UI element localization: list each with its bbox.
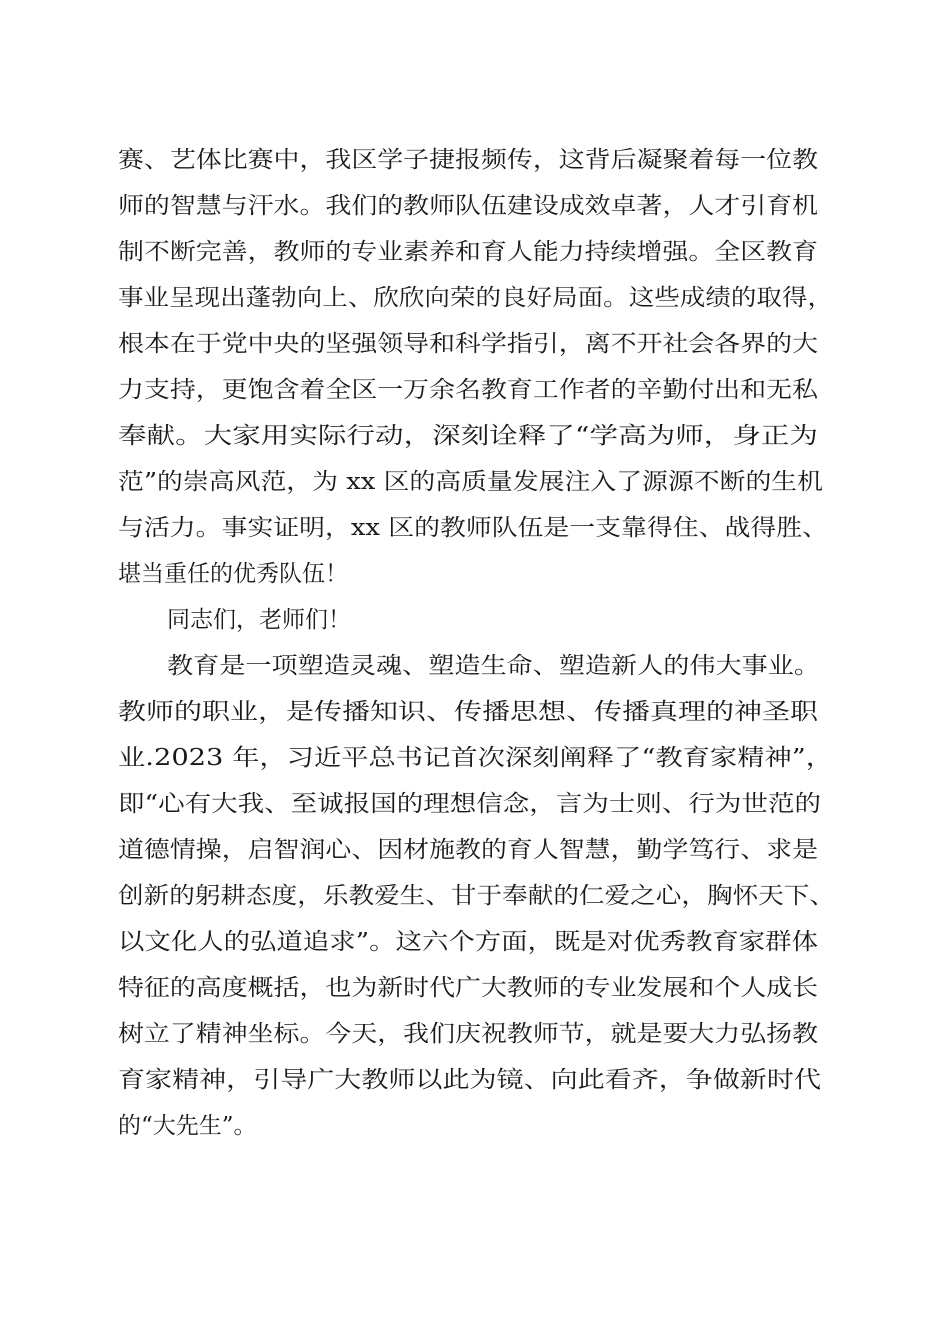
text-line [0,784,950,824]
text-line [0,830,950,870]
text-line [0,278,950,318]
text-line [0,416,950,456]
line-text: 事业呈现出蓬勃向上、欣欣向荣的良好局面。这些成绩的取得， [118,285,833,311]
text-line [0,140,950,180]
line-text: 教师的职业，是传播知识、传播思想、传播真理的神圣职 [118,699,818,725]
line-text: 师的智慧与汗水。我们的教师队伍建设成效卓著，人才引育机 [118,193,818,219]
text-line [0,232,950,272]
line-text: 树立了精神坐标。今天，我们庆祝教师节，就是要大力弘扬教 [118,1021,818,1047]
text-line [0,1014,950,1054]
text-line [0,922,950,962]
line-text: 力支持，更饱含着全区一万余名教育工作者的辛勤付出和无私 [118,377,818,403]
text-line [0,1106,950,1146]
text-line [0,646,950,686]
line-text: 堪当重任的优秀队伍！ [118,561,348,587]
text-line [0,600,950,640]
text-line [0,370,950,410]
line-text: 与活力。事实证明，xx 区的教师队伍是一支靠得住、战得胜、 [118,515,828,541]
line-text: 以文化人的弘道追求”。这六个方面，既是对优秀教育家群体 [118,929,819,955]
line-text: 的“大先生”。 [118,1113,257,1139]
line-text: 教育是一项塑造灵魂、塑造生命、塑造新人的伟大事业。 [167,653,820,679]
line-text: 创新的躬耕态度，乐教爱生、甘于奉献的仁爱之心，胸怀天下、 [118,883,836,909]
text-line [0,738,950,778]
text-line [0,554,950,594]
line-text: 道德情操，启智润心、因材施教的育人智慧，勤学笃行、求是 [118,837,818,863]
line-text: 同志们，老师们！ [167,607,351,633]
line-text: 根本在于党中央的坚强领导和科学指引，离不开社会各界的大 [118,331,818,357]
text-line [0,462,950,502]
text-line [0,186,950,226]
text-line [0,324,950,364]
line-text: 育家精神，引导广大教师以此为镜、向此看齐，争做新时代 [118,1067,821,1093]
text-line [0,968,950,1008]
text-line [0,692,950,732]
line-text: 范”的崇高风范，为 xx 区的高质量发展注入了源源不断的生机 [118,469,823,495]
line-text: 业.2023 年，习近平总书记首次深刻阐释了“教育家精神”， [118,745,834,771]
line-text: 奉献。大家用实际行动，深刻诠释了“学高为师，身正为 [118,423,818,449]
line-text: 赛、艺体比赛中，我区学子捷报频传，这背后凝聚着每一位教 [118,147,818,173]
line-text: 特征的高度概括，也为新时代广大教师的专业发展和个人成长 [118,975,818,1001]
line-text: 即“心有大我、至诚报国的理想信念，言为士则、行为世范的 [118,791,821,817]
line-text: 制不断完善，教师的专业素养和育人能力持续增强。全区教育 [118,239,818,265]
text-line [0,876,950,916]
text-line [0,508,950,548]
text-line [0,1060,950,1100]
